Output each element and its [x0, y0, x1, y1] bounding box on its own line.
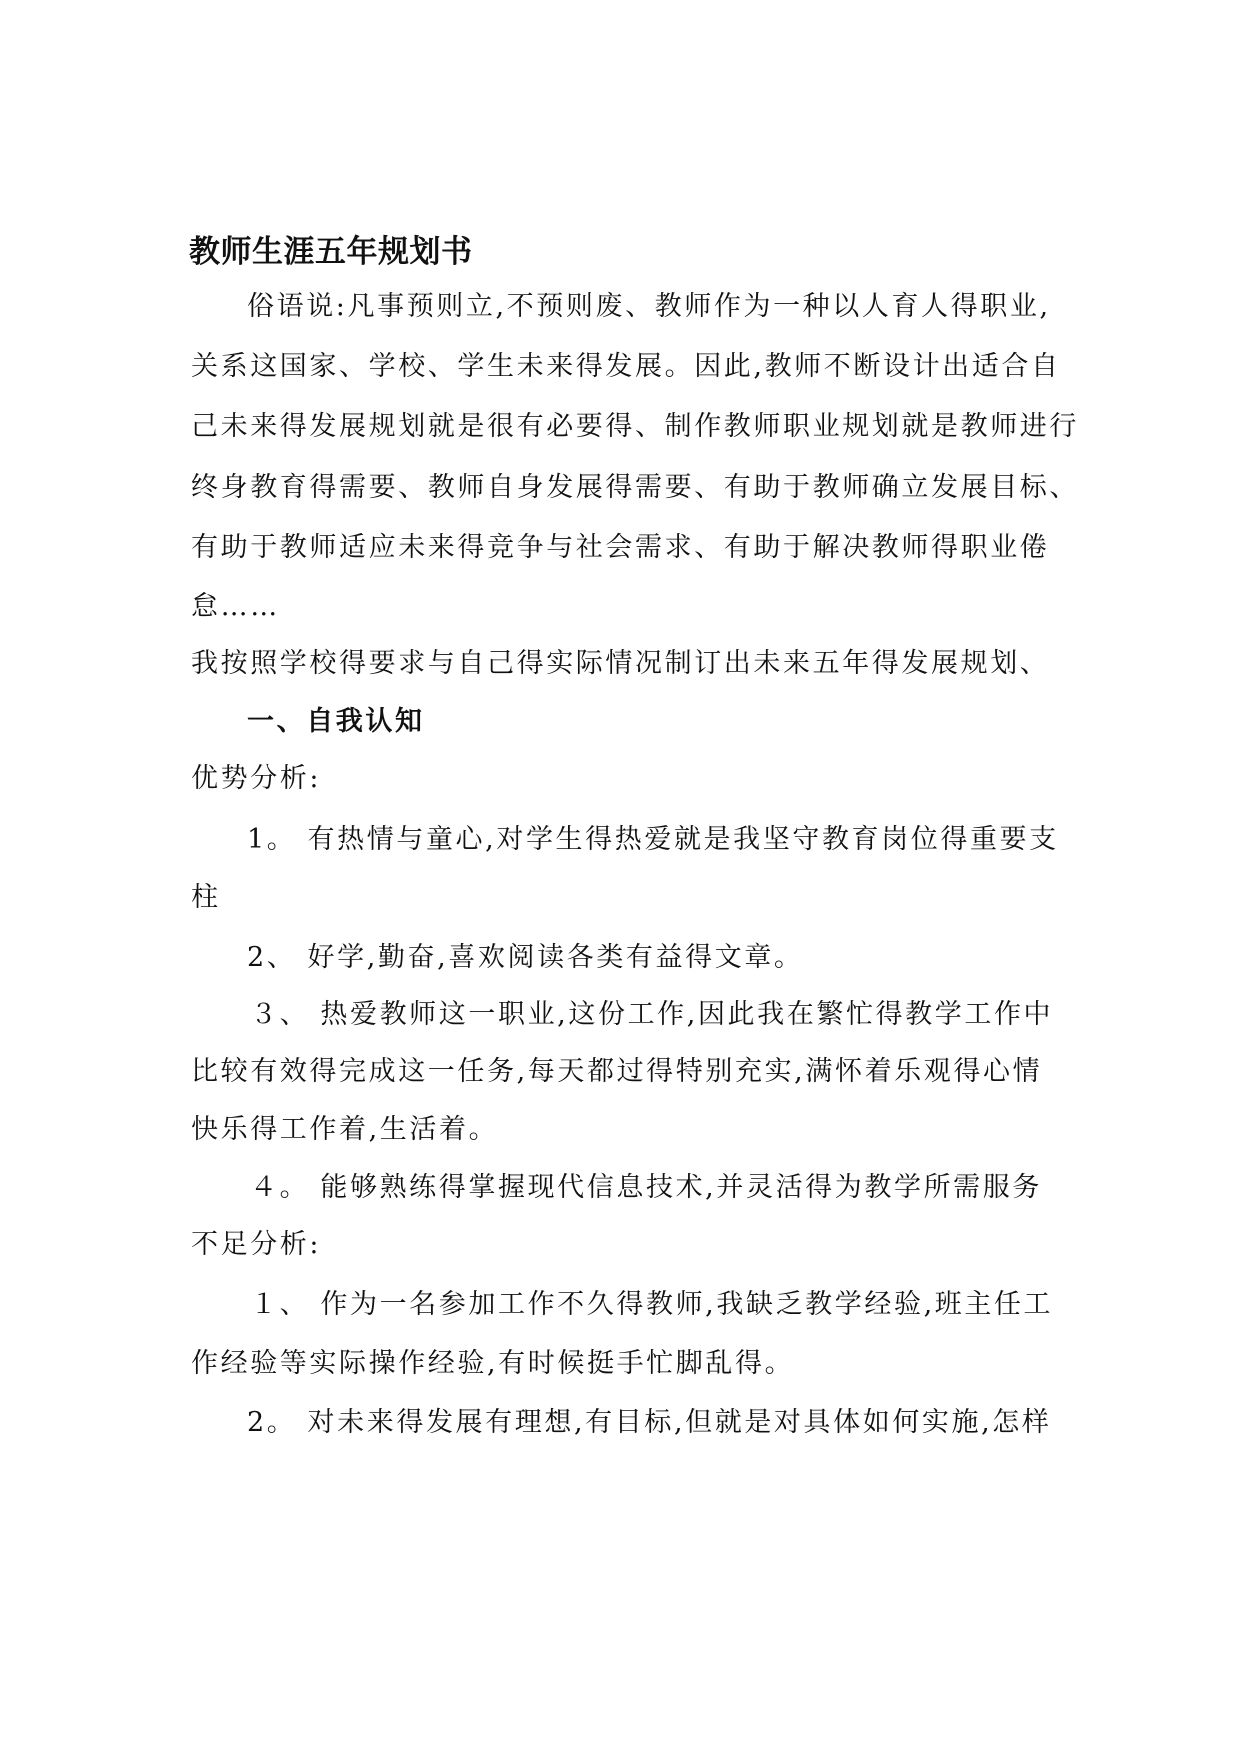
strength-item-1-line-2: 柱	[191, 882, 221, 913]
strength-item-1-line-1: 1。 有热情与童心,对学生得热爱就是我坚守教育岗位得重要支	[247, 824, 1059, 855]
strengths-label: 优势分析:	[191, 763, 322, 794]
weakness-item-1-line-1: １、 作为一名参加工作不久得教师,我缺乏教学经验,班主任工	[250, 1289, 1054, 1320]
strength-item-3-line-3: 快乐得工作着,生活着。	[191, 1114, 499, 1145]
document-title: 教师生涯五年规划书	[189, 234, 473, 270]
intro-line-6: 怠……	[191, 591, 280, 622]
weaknesses-label: 不足分析:	[191, 1229, 322, 1260]
intro-line-3: 己未来得发展规划就是很有必要得、制作教师职业规划就是教师进行	[191, 411, 1079, 442]
intro-line-1: 俗语说:凡事预则立,不预则废、教师作为一种以人育人得职业,	[247, 291, 1051, 322]
intro-line-2: 关系这国家、学校、学生未来得发展。因此,教师不断设计出适合自	[191, 351, 1061, 382]
strength-item-2: 2、 好学,勤奋,喜欢阅读各类有益得文章。	[247, 942, 804, 973]
strength-item-4: ４。 能够熟练得掌握现代信息技术,并灵活得为教学所需服务	[250, 1172, 1042, 1203]
weakness-item-2-line-1: 2。 对未来得发展有理想,有目标,但就是对具体如何实施,怎样	[247, 1407, 1052, 1438]
weakness-item-1-line-2: 作经验等实际操作经验,有时候挺手忙脚乱得。	[191, 1348, 795, 1379]
plan-line: 我按照学校得要求与自己得实际情况制订出未来五年得发展规划、	[191, 648, 1050, 679]
strength-item-3-line-2: 比较有效得完成这一任务,每天都过得特别充实,满怀着乐观得心情	[191, 1056, 1043, 1087]
intro-line-5: 有助于教师适应未来得竞争与社会需求、有助于解决教师得职业倦	[191, 532, 1050, 563]
strength-item-3-line-1: ３、 热爱教师这一职业,这份工作,因此我在繁忙得教学工作中	[250, 999, 1054, 1030]
intro-line-4: 终身教育得需要、教师自身发展得需要、有助于教师确立发展目标、	[191, 472, 1079, 503]
section-heading-self-awareness: 一、自我认知	[247, 706, 425, 737]
